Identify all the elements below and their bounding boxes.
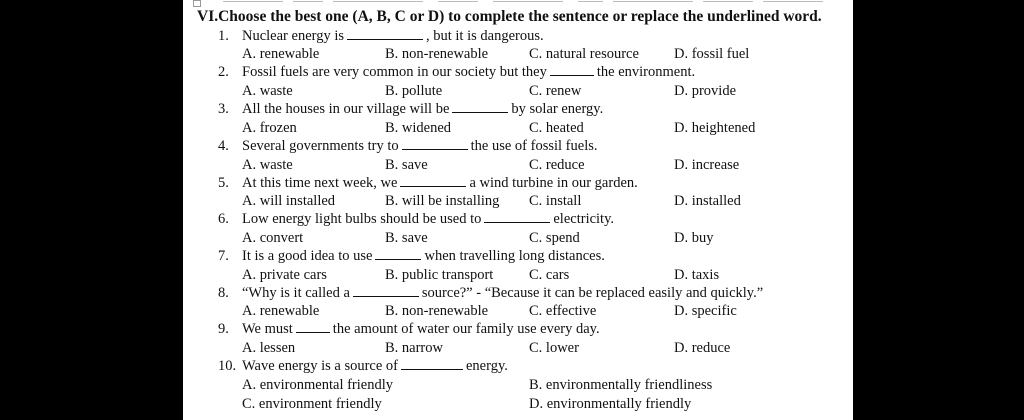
option-b[interactable]: B. non-renewable [385, 303, 489, 319]
option-c[interactable]: C. heated [529, 120, 584, 136]
option-a[interactable]: A. waste [242, 157, 293, 173]
question-7: 7. It is a good idea to use when travelling long distances. [218, 248, 605, 264]
option-c[interactable]: C. environment friendly [242, 396, 382, 412]
option-d[interactable]: D. specific [674, 303, 737, 319]
option-d[interactable]: D. buy [674, 230, 714, 246]
question-10: 10. Wave energy is a source of energy. [218, 358, 508, 374]
option-d[interactable]: D. taxis [674, 267, 720, 283]
answer-blank[interactable] [452, 101, 508, 113]
question-3: 3. All the houses in our village will be by solar energy. [218, 101, 604, 117]
option-a[interactable]: A. lessen [242, 340, 296, 356]
option-a[interactable]: A. private cars [242, 267, 327, 283]
option-a[interactable]: A. frozen [242, 120, 297, 136]
option-b[interactable]: B. public transport [385, 267, 494, 283]
answer-blank[interactable] [402, 138, 468, 150]
answer-blank[interactable] [296, 321, 330, 333]
option-d[interactable]: D. heightened [674, 120, 756, 136]
section-heading: VI.Choose the best one (A, B, C or D) to complete the sentence or replace the underlined word. [197, 8, 822, 25]
answer-blank[interactable] [401, 358, 463, 370]
answer-blank[interactable] [353, 285, 419, 297]
option-b[interactable]: B. save [385, 157, 428, 173]
option-c[interactable]: C. lower [529, 340, 579, 356]
option-c[interactable]: C. renew [529, 83, 582, 99]
answer-blank[interactable] [347, 28, 423, 40]
top-cropped-strip [183, 0, 853, 6]
answer-blank[interactable] [550, 64, 594, 76]
option-d[interactable]: D. environmentally friendly [529, 396, 692, 412]
question-9: 9. We must the amount of water our family use every day. [218, 321, 600, 337]
question-4: 4. Several governments try to the use of fossil fuels. [218, 138, 598, 154]
option-a[interactable]: A. environmental friendly [242, 377, 393, 393]
option-c[interactable]: C. reduce [529, 157, 585, 173]
option-b[interactable]: B. save [385, 230, 428, 246]
option-b[interactable]: B. narrow [385, 340, 443, 356]
option-d[interactable]: D. reduce [674, 340, 731, 356]
answer-blank[interactable] [484, 211, 550, 223]
option-d[interactable]: D. installed [674, 193, 741, 209]
option-d[interactable]: D. provide [674, 83, 737, 99]
option-d[interactable]: D. increase [674, 157, 740, 173]
answer-blank[interactable] [375, 248, 421, 260]
option-c[interactable]: C. spend [529, 230, 580, 246]
question-1: 1. Nuclear energy is , but it is dangerous. [218, 28, 544, 44]
option-a[interactable]: A. waste [242, 83, 293, 99]
option-a[interactable]: A. renewable [242, 303, 320, 319]
question-5: 5. At this time next week, we a wind turbine in our garden. [218, 175, 638, 191]
question-8: 8. “Why is it called a source?” - “Because it can be replaced easily and quickly.” [218, 285, 764, 301]
option-a[interactable]: A. convert [242, 230, 304, 246]
option-c[interactable]: C. cars [529, 267, 570, 283]
option-c[interactable]: C. natural resource [529, 46, 639, 62]
option-c[interactable]: C. install [529, 193, 582, 209]
answer-blank[interactable] [400, 175, 466, 187]
question-2: 2. Fossil fuels are very common in our society but they the environment. [218, 64, 696, 80]
worksheet-page [183, 0, 853, 420]
option-a[interactable]: A. renewable [242, 46, 320, 62]
option-b[interactable]: B. environmentally friendliness [529, 377, 713, 393]
question-6: 6. Low energy light bulbs should be used to electricity. [218, 211, 615, 227]
option-b[interactable]: B. non-renewable [385, 46, 489, 62]
option-b[interactable]: B. pollute [385, 83, 443, 99]
option-b[interactable]: B. will be installing [385, 193, 500, 209]
option-c[interactable]: C. effective [529, 303, 597, 319]
option-b[interactable]: B. widened [385, 120, 452, 136]
option-d[interactable]: D. fossil fuel [674, 46, 750, 62]
option-a[interactable]: A. will installed [242, 193, 336, 209]
